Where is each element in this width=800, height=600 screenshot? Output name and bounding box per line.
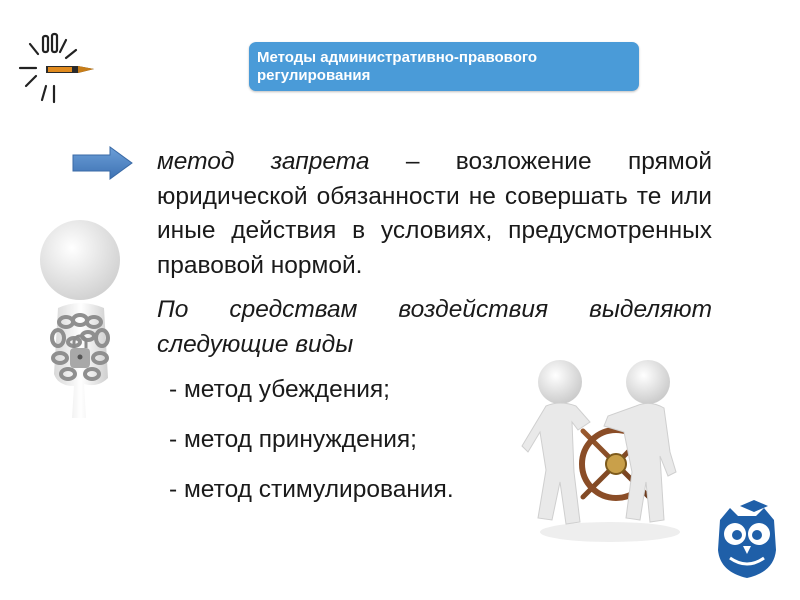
method-definition: – возложение прямой юридической обязанности не совершать те или иные действия в условиях, предусмотренных правовой нормой. [157,148,713,279]
slide-title: Методы административно-правового регулирования [249,42,639,91]
prohibition-method-definition [157,145,712,283]
method-list-item: - метод принуждения; [169,426,417,453]
pen-nib-icon [8,30,100,108]
types-intro: По средствам воздействия выделяют следующие виды [157,296,712,358]
method-list-item: - метод убеждения; [169,376,390,403]
method-term: метод запрета [157,148,370,175]
right-arrow-icon [72,146,134,180]
method-list-item: - метод стимулирования. [169,476,454,503]
chained-person-icon [28,218,132,423]
owl-logo-icon [712,500,782,582]
people-steering-wheel-icon [520,352,695,552]
